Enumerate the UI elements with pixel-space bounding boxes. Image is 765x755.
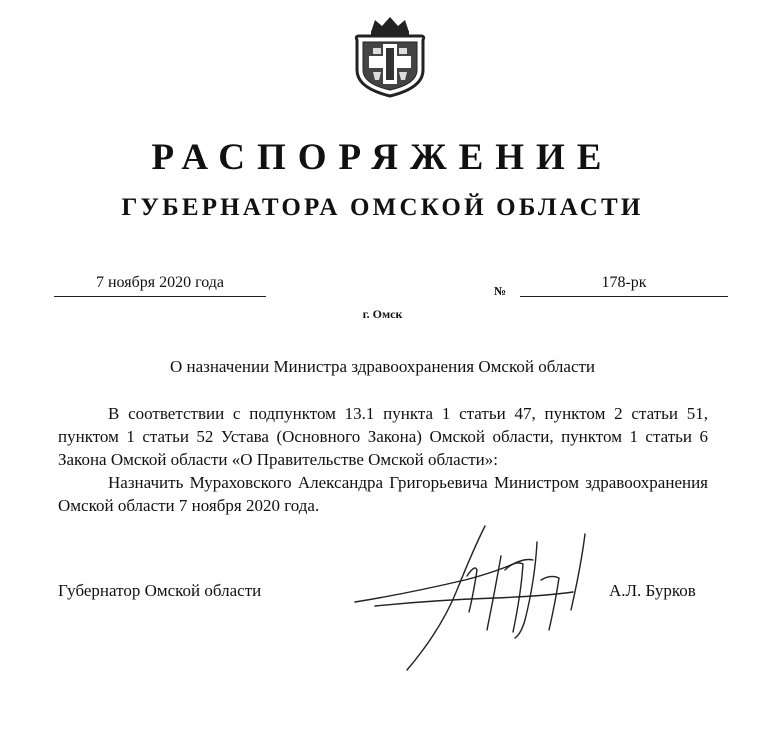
document-body xyxy=(58,402,708,517)
body-paragraph-2: Назначить Мураховского Александра Григорьевича Министром здравоохранения Омской области 7 ноября 2020 года. xyxy=(58,473,708,515)
signature-icon xyxy=(345,520,605,680)
body-paragraph-1: В соответствии с подпунктом 13.1 пункта 1 статьи 47, пунктом 2 статьи 51, пунктом 1 статьи 52 Устава (Основного Закона) Омской области, пунктом 1 статьи 6 Закона Омской области «О Правительстве Омской области»: xyxy=(58,404,708,469)
number-label: № xyxy=(494,284,507,298)
document-title: РАСПОРЯЖЕНИЕ xyxy=(151,137,614,178)
signatory-role: Губернатор Омской области xyxy=(58,581,262,600)
signatory-name: А.Л. Бурков xyxy=(609,581,696,600)
coat-of-arms-icon xyxy=(349,14,431,98)
document-date: 7 ноября 2020 года xyxy=(54,274,266,297)
document-subtitle: ГУБЕРНАТОРА ОМСКОЙ ОБЛАСТИ xyxy=(121,194,644,221)
document-city: г. Омск xyxy=(362,307,403,321)
document-heading: О назначении Министра здравоохранения Омской области xyxy=(169,357,596,376)
document-number: 178-рк xyxy=(520,274,728,297)
